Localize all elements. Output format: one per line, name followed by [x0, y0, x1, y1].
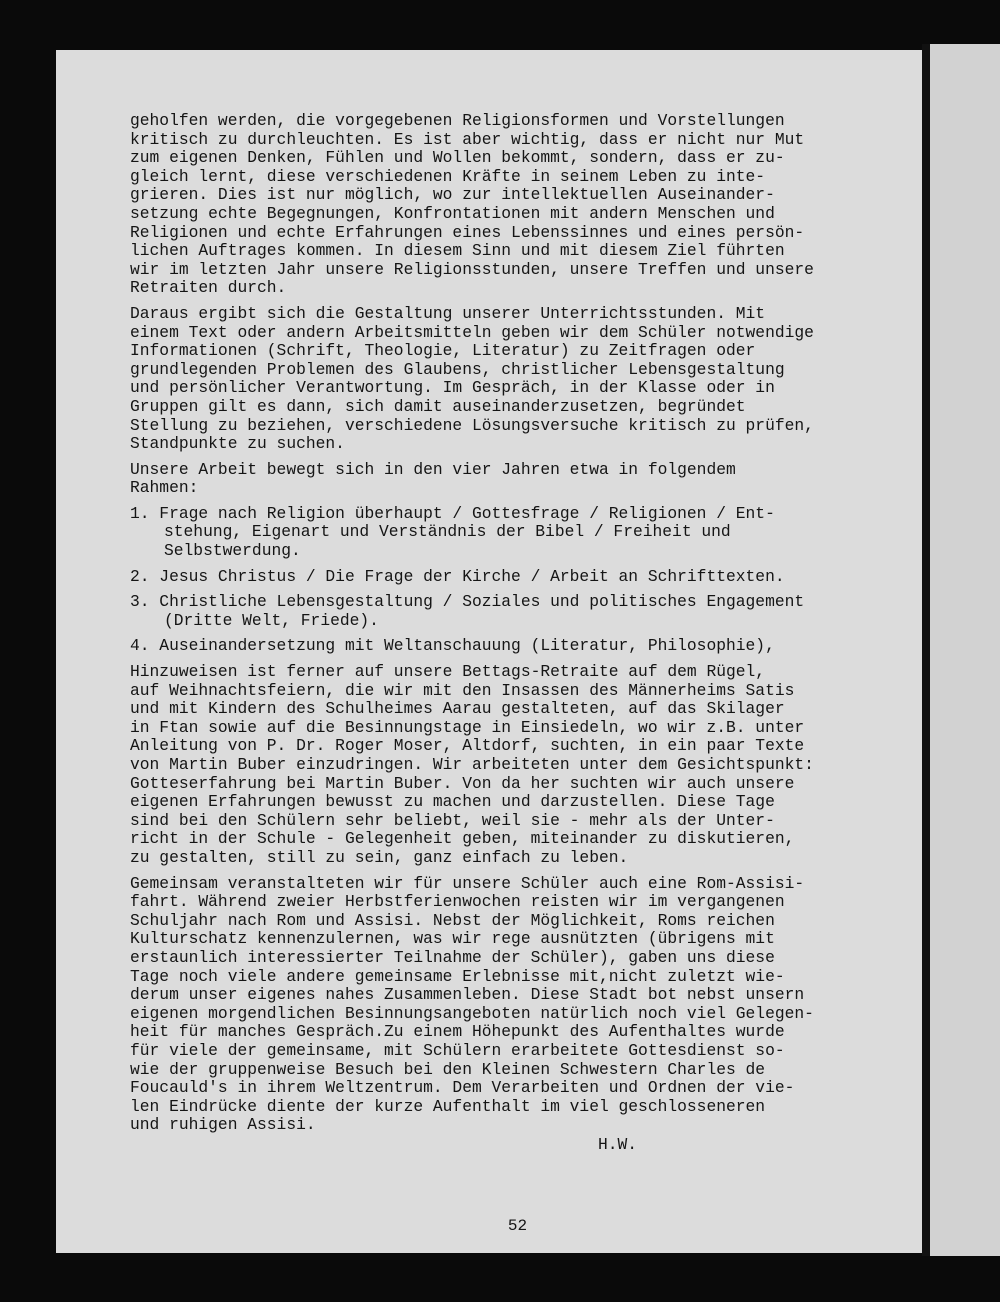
paragraph-2 [130, 305, 920, 454]
text-line: wir im letzten Jahr unsere Religionsstunden, unsere Treffen und unsere [130, 259, 814, 279]
page-number: 52 [507, 1217, 528, 1235]
text-line: für viele der gemeinsame, mit Schülern erarbeitete Gottesdienst so- [130, 1040, 785, 1060]
list-item [130, 505, 920, 561]
text-line: zum eigenen Denken, Fühlen und Wollen bekommt, sondern, dass er zu- [130, 148, 785, 168]
text-line: zu gestalten, still zu sein, ganz einfach zu leben. [130, 847, 629, 867]
text-line: in Ftan sowie auf die Besinnungstage in Einsiedeln, wo wir z.B. unter [130, 717, 805, 737]
list-item [130, 637, 920, 656]
text-line: und ruhigen Assisi. [130, 1115, 316, 1135]
signature: H.W. [598, 1134, 638, 1154]
text-line: fahrt. Während zweier Herbstferienwochen reisten wir im vergangenen [130, 892, 785, 912]
paragraph-1 [130, 112, 920, 298]
paragraph-5 [130, 875, 920, 1135]
text-line: Rahmen: [130, 478, 199, 498]
paragraph-4 [130, 663, 920, 868]
text-line: richt in der Schule - Gelegenheit geben, miteinander zu diskutieren, [130, 829, 795, 849]
text-line: Foucauld's in ihrem Weltzentrum. Dem Verarbeiten und Ordnen der vie- [130, 1078, 795, 1098]
text-line: Gruppen gilt es dann, sich damit auseinanderzusetzen, begründet [130, 396, 746, 416]
text-line: Selbstwerdung. [164, 541, 301, 561]
text-line: grieren. Dies ist nur möglich, wo zur intellektuellen Auseinander- [130, 185, 775, 205]
text-line: eigenen Erfahrungen bewusst zu machen und darzustellen. Diese Tage [130, 792, 775, 812]
text-line: setzung echte Begegnungen, Konfrontationen mit andern Menschen und [130, 203, 775, 223]
text-line: Hinzuweisen ist ferner auf unsere Bettags-Retraite auf dem Rügel, [130, 662, 766, 682]
text-line: grundlegenden Problemen des Glaubens, christlicher Lebensgestaltung [130, 359, 785, 379]
text-line: Daraus ergibt sich die Gestaltung unserer Unterrichtsstunden. Mit [130, 303, 766, 323]
text-line: Informationen (Schrift, Theologie, Literatur) zu Zeitfragen oder [130, 341, 756, 361]
text-line: und persönlicher Verantwortung. Im Gespräch, in der Klasse oder in [130, 378, 775, 398]
text-line: eigenen morgendlichen Besinnungsangeboten natürlich noch viel Gelegen- [130, 1003, 814, 1023]
list-item [130, 568, 920, 587]
adjacent-page-edge [930, 44, 1000, 1256]
text-line: Schuljahr nach Rom und Assisi. Nebst der Möglichkeit, Roms reichen [130, 910, 775, 930]
text-line: wie der gruppenweise Besuch bei den Kleinen Schwestern Charles de [130, 1059, 766, 1079]
text-line: len Eindrücke diente der kurze Aufenthalt im viel geschlosseneren [130, 1096, 766, 1116]
text-line: derum unser eigenes nahes Zusammenleben. Diese Stadt bot nebst unsern [130, 985, 805, 1005]
topic-list [130, 505, 920, 663]
text-line: geholfen werden, die vorgegebenen Religionsformen und Vorstellungen [130, 111, 785, 130]
text-line: 2. Jesus Christus / Die Frage der Kirche / Arbeit an Schrifttexten. [130, 566, 785, 586]
text-line: Kulturschatz kennenzulernen, was wir rege ausnützten (übrigens mit [130, 929, 775, 949]
text-line: kritisch zu durchleuchten. Es ist aber wichtig, dass er nicht nur Mut [130, 129, 805, 149]
text-line: Religionen und echte Erfahrungen eines Lebenssinnes und eines persön- [130, 222, 805, 242]
text-line: 1. Frage nach Religion überhaupt / Gottesfrage / Religionen / Ent- [130, 503, 775, 523]
text-line: Anleitung von P. Dr. Roger Moser, Altdorf, suchten, in ein paar Texte [130, 736, 805, 756]
text-line: auf Weihnachtsfeiern, die wir mit den Insassen des Männerheims Satis [130, 680, 795, 700]
text-line: 4. Auseinandersetzung mit Weltanschauung (Literatur, Philosophie), [130, 636, 775, 656]
text-line: (Dritte Welt, Friede). [164, 610, 379, 630]
page-text [130, 112, 920, 1154]
text-line: von Martin Buber einzudringen. Wir arbeiteten unter dem Gesichtspunkt: [130, 755, 814, 774]
text-line: heit für manches Gespräch.Zu einem Höhepunkt des Aufenthaltes wurde [130, 1022, 785, 1042]
text-line: Unsere Arbeit bewegt sich in den vier Jahren etwa in folgendem [130, 459, 736, 479]
text-line: Tage noch viele andere gemeinsame Erlebnisse mit,nicht zuletzt wie- [130, 966, 785, 986]
paragraph-3 [130, 461, 920, 498]
text-line: und mit Kindern des Schulheimes Aarau gestalteten, auf das Skilager [130, 699, 785, 719]
text-line: stehung, Eigenart und Verständnis der Bibel / Freiheit und [164, 522, 731, 542]
text-line: Gemeinsam veranstalteten wir für unsere Schüler auch eine Rom-Assisi- [130, 873, 805, 893]
text-line: Standpunkte zu suchen. [130, 434, 345, 454]
text-line: erstaunlich interessierter Teilnahme der Schüler), gaben uns diese [130, 947, 775, 967]
text-line: einem Text oder andern Arbeitsmitteln geben wir dem Schüler notwendige [130, 322, 814, 342]
text-line: 3. Christliche Lebensgestaltung / Soziales und politisches Engagement [130, 592, 805, 612]
text-line: Stellung zu beziehen, verschiedene Lösungsversuche kritisch zu prüfen, [130, 415, 814, 435]
text-line: sind bei den Schülern sehr beliebt, weil sie - mehr als der Unter- [130, 810, 775, 830]
text-line: lichen Auftrages kommen. In diesem Sinn und mit diesem Ziel führten [130, 241, 785, 261]
text-line: Retraiten durch. [130, 278, 287, 298]
book-gutter [922, 44, 930, 1256]
list-item [130, 593, 920, 630]
text-line: gleich lernt, diese verschiedenen Kräfte in seinem Leben zu inte- [130, 166, 766, 186]
text-line: Gotteserfahrung bei Martin Buber. Von da her suchten wir auch unsere [130, 773, 795, 793]
